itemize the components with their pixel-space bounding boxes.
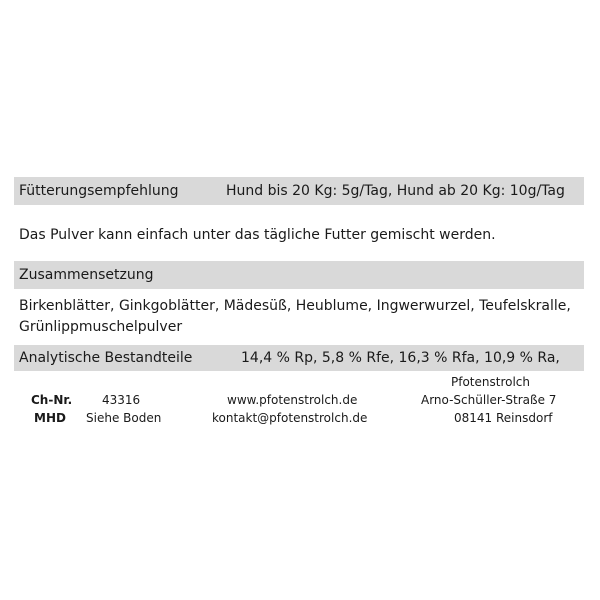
street-text: Arno-Schüller-Straße 7 bbox=[421, 393, 557, 407]
feeding-label: Fütterungsempfehlung bbox=[19, 183, 179, 199]
composition-label: Zusammensetzung bbox=[19, 267, 154, 283]
composition-header bbox=[14, 261, 584, 289]
city-text: 08141 Reinsdorf bbox=[454, 411, 553, 425]
analysis-row bbox=[14, 345, 584, 371]
batch-value: 43316 bbox=[102, 393, 141, 407]
feeding-value: Hund bis 20 Kg: 5g/Tag, Hund ab 20 Kg: 10g/Tag bbox=[226, 183, 565, 199]
company-name: Pfotenstrolch bbox=[451, 375, 531, 389]
feeding-recommendation-row bbox=[14, 177, 584, 205]
composition-line-1: Birkenblätter, Ginkgoblätter, Mädesüß, Heublume, Ingwerwurzel, Teufelskralle, bbox=[19, 298, 571, 314]
batch-label: Ch-Nr. bbox=[31, 393, 73, 407]
analysis-label: Analytische Bestandteile bbox=[19, 350, 193, 366]
composition-line-2: Grünlippmuschelpulver bbox=[19, 319, 183, 335]
website-text: www.pfotenstrolch.de bbox=[227, 393, 358, 407]
bbd-label: MHD bbox=[34, 411, 66, 425]
analysis-value: 14,4 % Rp, 5,8 % Rfe, 16,3 % Rfa, 10,9 % Ra, bbox=[241, 350, 560, 366]
instruction-text: Das Pulver kann einfach unter das tägliche Futter gemischt werden. bbox=[19, 227, 496, 243]
email-text: kontakt@pfotenstrolch.de bbox=[212, 411, 368, 425]
bbd-value: Siehe Boden bbox=[86, 411, 162, 425]
